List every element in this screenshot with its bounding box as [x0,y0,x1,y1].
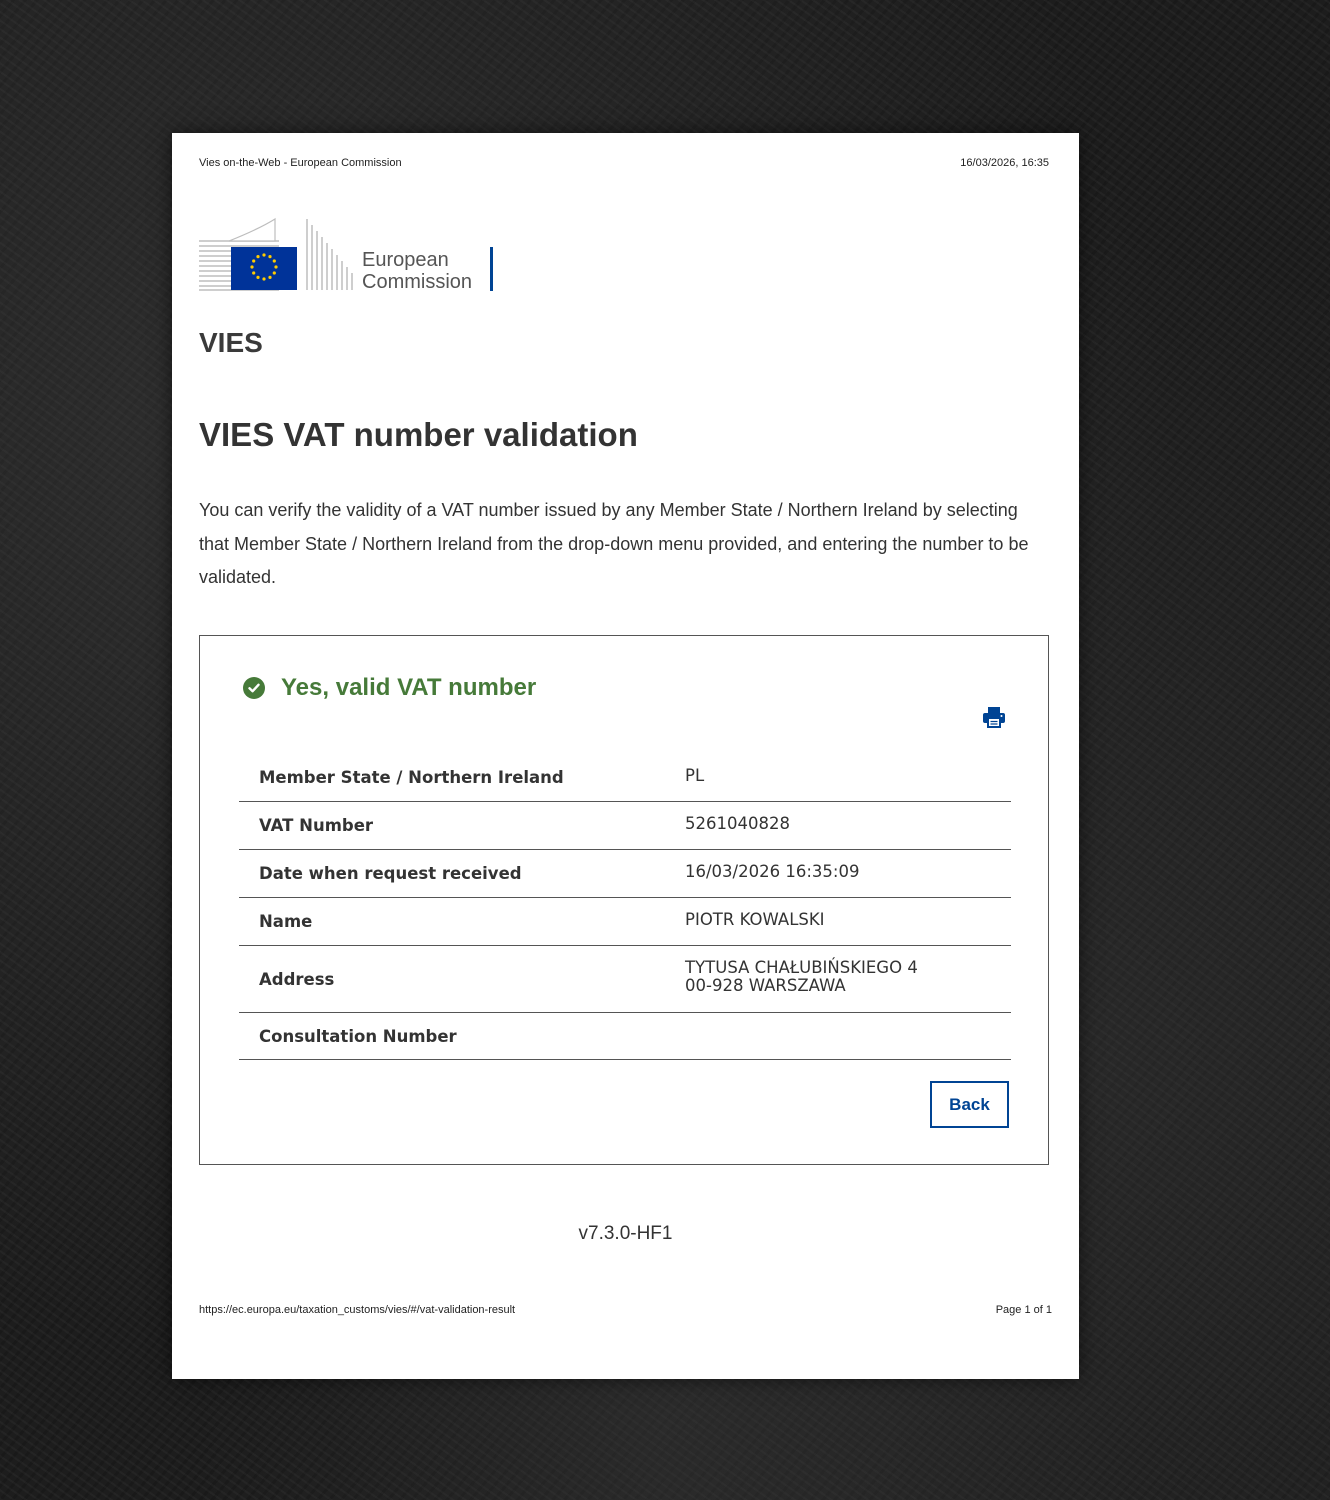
intro-text: You can verify the validity of a VAT number issued by any Member State / Northern Ireland by selecting that Member State / Northern Ireland from the drop-down menu provided, and entering the number to be validated. [199,500,1029,587]
version-label: v7.3.0-HF1 [578,1223,673,1244]
address-line-2: 00-928 WARSZAWA [685,976,846,995]
print-header-datetime: 16/03/2026, 16:35 [960,157,1049,169]
back-button[interactable]: Back [930,1081,1009,1128]
row-label: Member State / Northern Ireland [259,768,564,787]
logo-divider [490,247,493,291]
row-label: Name [259,912,313,931]
table-row [239,946,1011,1013]
status-line [243,674,536,702]
row-value: PL [685,766,705,785]
ec-logo-text: European Commission [362,249,473,293]
printed-page [172,133,1079,1379]
row-value: 5261040828 [685,814,790,833]
row-value [685,946,1011,1012]
print-footer-url: https://ec.europa.eu/taxation_customs/vies/#/vat-validation-result [199,1304,516,1316]
status-text: Yes, valid VAT number [281,674,537,701]
row-value: 16/03/2026 16:35:09 [685,862,860,881]
table-row [239,1013,1011,1060]
page-title: VIES VAT number validation [199,416,638,453]
address-line-1: TYTUSA CHAŁUBIŃSKIEGO 4 [685,958,918,977]
check-circle-icon [243,677,265,699]
result-panel [199,635,1049,1165]
row-value [685,1013,1011,1059]
table-row [239,850,1011,898]
row-label: Consultation Number [259,1026,457,1046]
row-value: PIOTR KOWALSKI [685,910,825,929]
print-header-title: Vies on-the-Web - European Commission [199,157,402,169]
print-icon[interactable] [982,706,1006,728]
row-label: Address [259,969,335,989]
result-table [239,754,1011,1060]
site-name: VIES [199,327,263,358]
table-row [239,898,1011,946]
row-label: VAT Number [259,816,374,835]
print-footer-page: Page 1 of 1 [995,1304,1052,1316]
table-row [239,754,1011,802]
table-row [239,802,1011,850]
row-label: Date when request received [259,864,522,883]
